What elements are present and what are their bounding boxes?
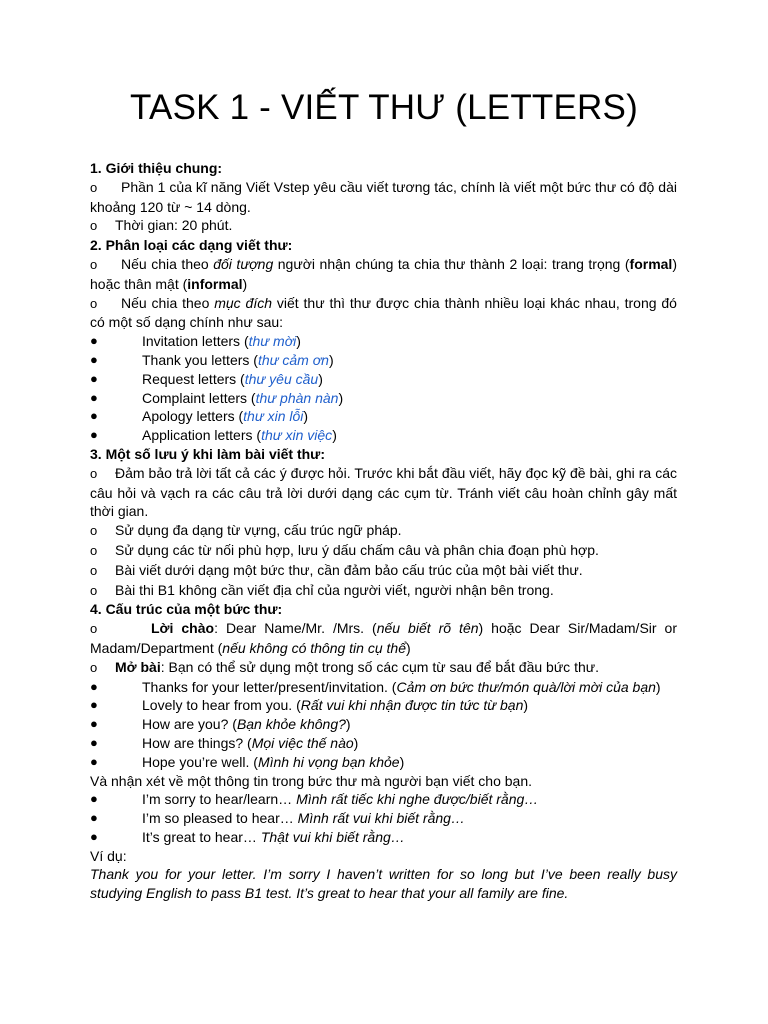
section-heading-4: 4. Cấu trúc của một bức thư: <box>90 601 283 618</box>
bullet-marker: ● <box>90 678 98 694</box>
bullet-marker: ● <box>90 697 98 713</box>
bullet-marker: ● <box>90 791 98 807</box>
list-marker: o <box>90 465 98 481</box>
list-marker: o <box>90 562 98 578</box>
bullet-item: ● I’m sorry to hear/learn… Mình rất tiếc khi nghe được/biết rằng… <box>90 791 539 808</box>
list-item: o Phần 1 của kĩ năng Viết Vstep yêu cầu viết tương tác, chính là viết một bức thư có độ dài khoảng 120 từ ~ 14 dòng. <box>90 178 677 215</box>
bullet-item: ● Lovely to hear from you. (Rất vui khi nhận được tin tức từ bạn) <box>90 697 529 714</box>
list-item: o Bài viết dưới dạng một bức thư, cần đảm bảo cấu trúc của một bài viết thư. <box>90 561 677 581</box>
bullet-marker: ● <box>90 828 98 844</box>
bullet-marker: ● <box>90 389 98 405</box>
bullet-item: ● I’m so pleased to hear… Mình rất vui khi biết rằng… <box>90 810 465 827</box>
list-marker: o <box>90 523 98 539</box>
bullet-marker: ● <box>90 753 98 769</box>
document-body <box>90 159 677 903</box>
list-marker: o <box>90 621 98 637</box>
bullet-item: ● Complaint letters (thư phàn nàn) <box>90 389 344 406</box>
list-marker: o <box>90 542 98 558</box>
bullet-item: ● Request letters (thư yêu cầu) <box>90 370 323 387</box>
bullet-item: ● Apology letters (thư xin lỗi) <box>90 408 309 425</box>
bullet-marker: ● <box>90 716 98 732</box>
list-item: o Đảm bảo trả lời tất cả các ý được hỏi. Trước khi bắt đầu viết, hãy đọc kỹ đề bài, ghi ra các câu hỏi và vạch ra các câu trả lời dưới dạng các cụm từ. Tránh viết câu hoàn chỉnh gây mất thời gian. <box>90 464 677 520</box>
list-marker: o <box>90 295 98 311</box>
bullet-marker: ● <box>90 333 98 349</box>
letter-types-list <box>90 332 677 445</box>
list-marker: o <box>90 659 98 675</box>
list-item: o Sử dụng các từ nối phù hợp, lưu ý dấu chấm câu và phân chia đoạn phù hợp. <box>90 541 677 561</box>
bullet-item: ● Thank you letters (thư cảm ơn) <box>90 351 334 368</box>
section-heading-3: 3. Một số lưu ý khi làm bài viết thư: <box>90 445 325 462</box>
section-heading-1: 1. Giới thiệu chung: <box>90 160 223 176</box>
bullet-item: ● Hope you’re well. (Mình hi vọng bạn khỏe) <box>90 753 405 770</box>
list-marker: o <box>90 256 98 272</box>
section-heading-2: 2. Phân loại các dạng viết thư: <box>90 237 293 254</box>
list-item: o Lời chào: Dear Name/Mr. /Mrs. (nếu biết rõ tên) hoặc Dear Sir/Madam/Sir or Madam/Department (nếu không có thông tin cụ thể) <box>90 620 677 656</box>
list-item: o Nếu chia theo đối tượng người nhận chúng ta chia thư thành 2 loại: trang trọng (formal) hoặc thân mật (informal) <box>90 255 677 292</box>
list-marker: o <box>90 179 98 195</box>
example-text: Thank you for your letter. I’m sorry I haven’t written for so long but I’ve been really busy studying English to pass B1 test. It’s great to hear that your all family are fine. <box>90 866 677 902</box>
list-marker: o <box>90 218 98 234</box>
bullet-item: ● How are things? (Mọi việc thế nào) <box>90 734 359 751</box>
list-item: o Mở bài: Bạn có thể sử dụng một trong số các cụm từ sau để bắt đầu bức thư. <box>90 658 677 678</box>
page-title: TASK 1 - VIẾT THƯ (LETTERS) <box>130 88 638 127</box>
bullet-marker: ● <box>90 351 98 367</box>
bullet-item: ● It’s great to hear… Thật vui khi biết rằng… <box>90 828 405 845</box>
bullet-marker: ● <box>90 427 98 443</box>
bullet-marker: ● <box>90 734 98 750</box>
bullet-marker: ● <box>90 810 98 826</box>
opening-phrases-list <box>90 678 677 772</box>
list-item: o Nếu chia theo mục đích viết thư thì thư được chia thành nhiều loại khác nhau, trong đó có một số dạng chính như sau: <box>90 294 677 331</box>
bullet-marker: ● <box>90 408 98 424</box>
bullet-item: ● How are you? (Bạn khỏe không?) <box>90 716 351 733</box>
example-label: Ví dụ: <box>90 847 127 864</box>
list-item: o Sử dụng đa dạng từ vựng, cấu trúc ngữ pháp. <box>90 521 677 541</box>
reaction-phrases-list <box>90 790 677 846</box>
bullet-item: ● Application letters (thư xin việc) <box>90 427 337 444</box>
bullet-item: ● Thanks for your letter/present/invitation. (Cảm ơn bức thư/món quà/lời mời của bạn) <box>90 678 661 695</box>
bullet-item: ● Invitation letters (thư mời) <box>90 333 301 350</box>
bullet-marker: ● <box>90 370 98 386</box>
comment-line: Và nhận xét về một thông tin trong bức thư mà người bạn viết cho bạn. <box>90 772 532 789</box>
list-marker: o <box>90 582 98 598</box>
list-item: o Thời gian: 20 phút. <box>90 216 677 236</box>
list-item: o Bài thi B1 không cần viết địa chỉ của người viết, người nhận bên trong. <box>90 581 677 601</box>
